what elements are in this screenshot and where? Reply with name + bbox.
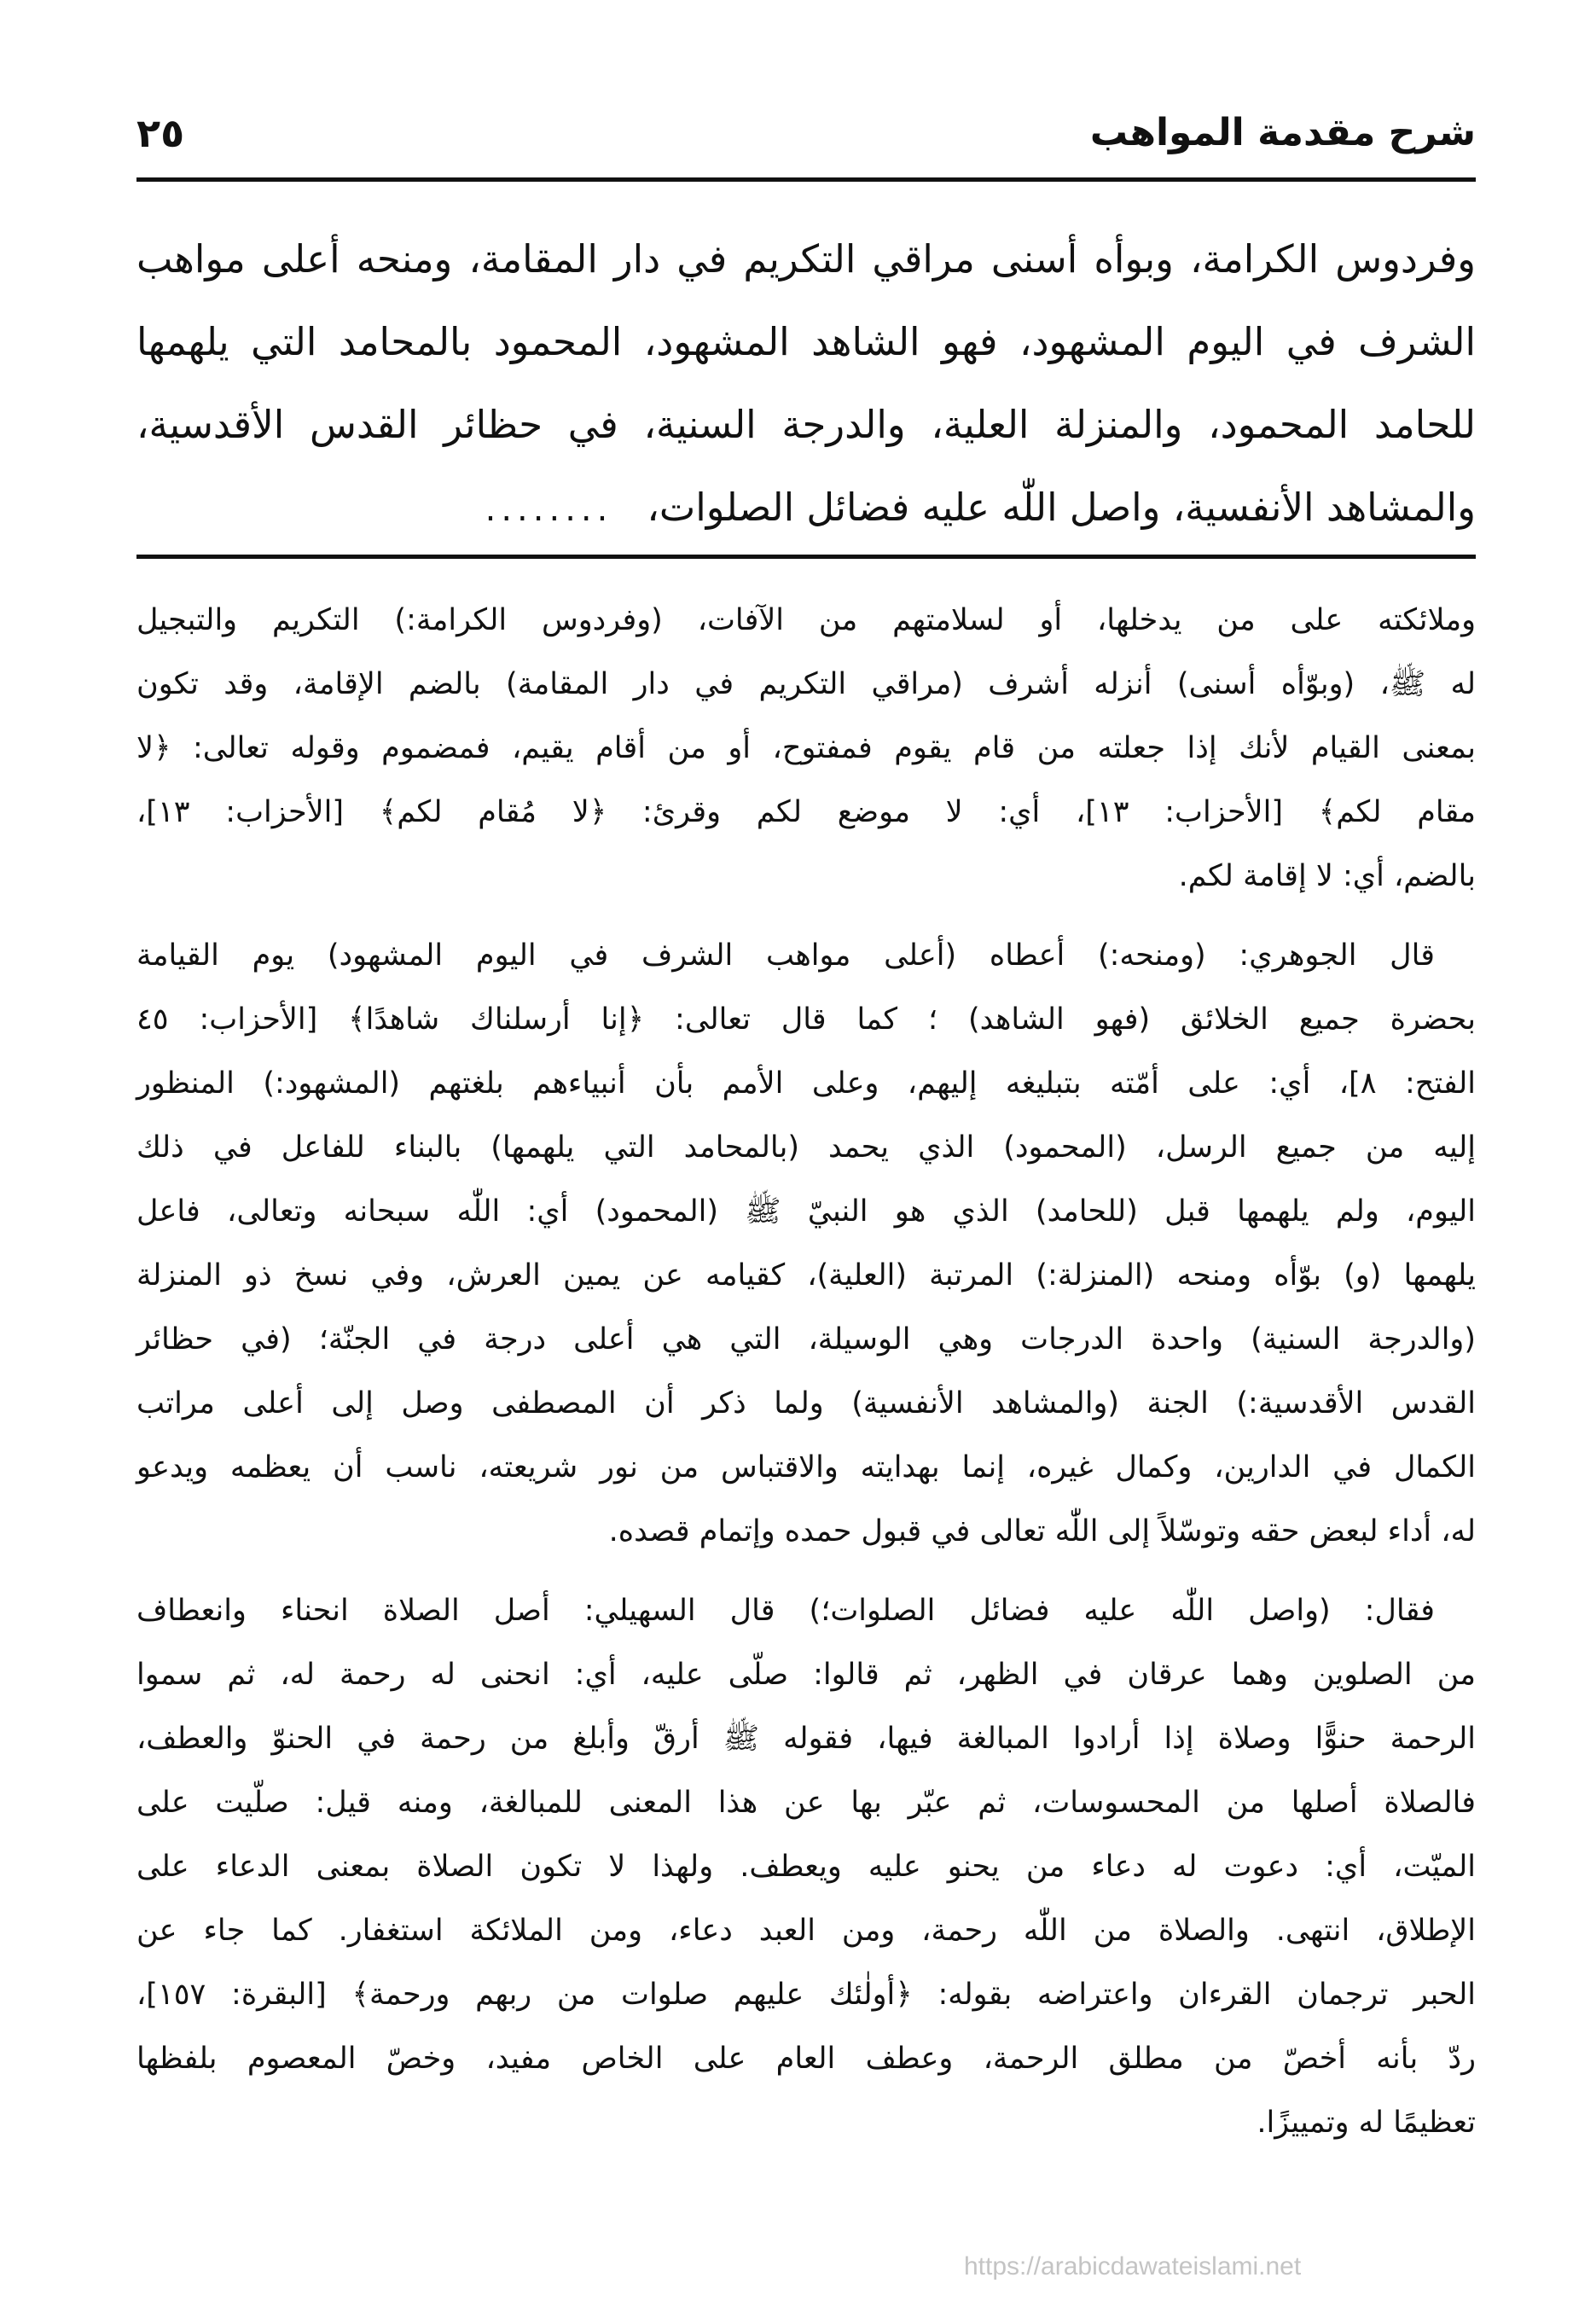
- watermark-url: https://arabicdawateislami.net: [964, 2252, 1302, 2280]
- ellipsis-dots: ........: [485, 490, 613, 529]
- commentary-line: له ﷺ، (وبوّأه أسنى) أنزله أشرف (مراقي التكريم في دار المقامة) بالضم الإقامة، وقد تكون: [136, 667, 1476, 701]
- commentary-line: ردّ بأنه أخصّ من مطلق الرحمة، وعطف العام على الخاص مفيد، وخصّ المعصوم بلفظها: [136, 2042, 1476, 2076]
- page-header: [136, 101, 1476, 179]
- commentary-line: الميّت، أي: دعوت له دعاء من يحنو عليه ويعطف. ولهذا لا تكون الصلاة بمعنى الدعاء على: [136, 1850, 1476, 1884]
- commentary-line: له، أداء لبعض حقه وتوسّلاً إلى اللّٰه تعالى في قبول حمده وإتمام قصده.: [608, 1514, 1476, 1548]
- header-rule: [136, 177, 1476, 182]
- commentary-line: وملائكته على من يدخلها، أو لسلامتهم من الآفات، (وفردوس الكرامة:) التكريم والتبجيل: [136, 603, 1476, 637]
- commentary-line: بمعنى القيام لأنك إذا جعلته من قام يقوم فمفتوح، أو من أقام يقيم، فمضموم وقوله تعالى: ﴿لا: [136, 731, 1476, 765]
- commentary-line: من الصلوين وهما عرقان في الظهر، ثم قالوا: صلّى عليه، أي: انحنى له رحمة له، ثم سموا: [136, 1658, 1476, 1692]
- commentary-line: فالصلاة أصلها من المحسوسات، ثم عبّر بها عن هذا المعنى للمبالغة، ومنه قيل: صلّيت على: [136, 1786, 1476, 1820]
- main-text-line: [136, 466, 1476, 549]
- commentary-line: قال الجوهري: (ومنحه:) أعطاه (أعلى مواهب الشرف في اليوم المشهود) يوم القيامة: [136, 938, 1435, 973]
- commentary-line: يلهمها (و) بوّأه ومنحه (المنزلة:) المرتبة (العلية)، كقيامه عن يمين العرش، وفي نسخ ذو المنزلة: [136, 1258, 1476, 1293]
- commentary-line: الفتح: ٨]، أي: على أمّته بتبليغه إليهم، وعلى الأمم بأن أنبياءهم بلغتهم (المشهود:) المنظور: [136, 1066, 1477, 1101]
- main-text-line: وفردوس الكرامة، وبوأه أسنى مراقي التكريم في دار المقامة، ومنحه أعلى مواهب: [136, 236, 1476, 282]
- main-text-line: للحامد المحمود، والمنزلة العلية، والدرجة السنية، في حظائر القدس الأقدسية،: [136, 402, 1476, 447]
- commentary-line: مقام لكم﴾ [الأحزاب: ١٣]، أي: لا موضع لكم وقرئ: ﴿لا مُقام لكم﴾ [الأحزاب: ١٣]،: [136, 795, 1476, 829]
- main-text: [136, 218, 1476, 549]
- commentary-line: القدس الأقدسية:) الجنة (والمشاهد الأنفسية) ولما ذكر أن المصطفى وصل إلى أعلى مراتب: [136, 1386, 1476, 1421]
- commentary-line: بحضرة جميع الخلائق (فهو الشاهد) ؛ كما قال تعالى: ﴿إنا أرسلناك شاهدًا﴾ [الأحزاب: ٤٥: [136, 1002, 1476, 1037]
- page-number: ٢٥: [136, 110, 185, 156]
- commentary-line: إليه من جميع الرسل، (المحمود) الذي يحمد (بالمحامد التي يلهمها) بالبناء للفاعل في ذلك: [136, 1130, 1476, 1165]
- main-text-line: الشرف في اليوم المشهود، فهو الشاهد المشهود، المحمود بالمحامد التي يلهمها: [136, 319, 1476, 364]
- commentary-line: تعظيمًا له وتمييزًا.: [1257, 2106, 1476, 2140]
- commentary-line: الحبر ترجمان القرءان واعتراضه بقوله: ﴿أولٰئك عليهم صلوات من ربهم ورحمة﴾ [البقرة: ١٥٧]،: [136, 1978, 1476, 2012]
- commentary-line: بالضم، أي: لا إقامة لكم.: [1178, 859, 1476, 893]
- separator-rule: [136, 555, 1476, 559]
- commentary-line: فقال: (واصل اللّٰه عليه فضائل الصلوات؛) قال السهيلي: أصل الصلاة انحناء وانعطاف: [136, 1594, 1435, 1628]
- commentary-line: الكمال في الدارين، وكمال غيره، إنما بهدايته والاقتباس من نور شريعته، ناسب أن يعظمه ويدعو: [136, 1450, 1476, 1484]
- running-title: شرح مقدمة المواهب: [1089, 111, 1476, 154]
- commentary-line: الرحمة حنوًّا وصلاة إذا أرادوا المبالغة فيها، فقوله ﷺ أرقّ وأبلغ من رحمة في الحنوّ والعطف،: [136, 1722, 1476, 1756]
- commentary-text: [136, 589, 1476, 2155]
- commentary-line: اليوم، ولم يلهمها قبل (للحامد) الذي هو النبيّ ﷺ (المحمود) أي: اللّٰه سبحانه وتعالى، فاعل: [136, 1194, 1476, 1229]
- main-text-line-text: والمشاهد الأنفسية، واصل اللّٰه عليه فضائل الصلوات،: [647, 485, 1476, 530]
- commentary-line: (والدرجة السنية) واحدة الدرجات وهي الوسيلة، التي هي أعلى درجة في الجنّة؛ (في حظائر: [136, 1322, 1476, 1357]
- commentary-line: الإطلاق، انتهى. والصلاة من اللّٰه رحمة، ومن العبد دعاء، ومن الملائكة استغفار. كما جاء عن: [136, 1914, 1476, 1948]
